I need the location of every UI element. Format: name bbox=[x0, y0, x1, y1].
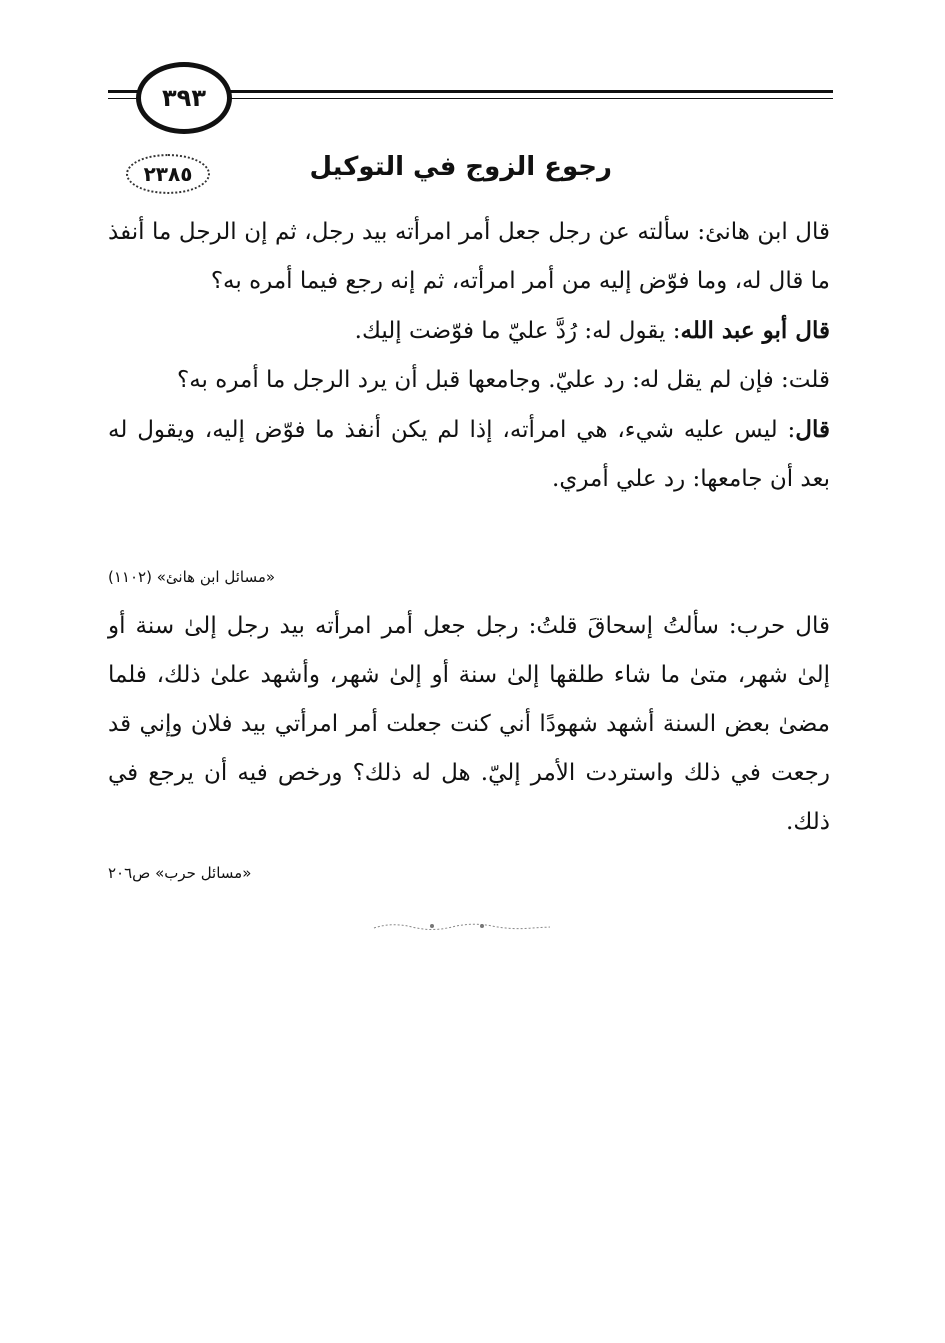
section-number: ٢٣٨٥ bbox=[143, 162, 193, 186]
answer-text: : ليس عليه شيء، هي امرأته، إذا لم يكن أنفذ ما فوّض إليه، ويقول له بعد أن جامعها: رد علي أمري. bbox=[108, 417, 830, 492]
paragraph-question-2: قلت: فإن لم يقل له: رد عليّ. وجامعها قبل أن يرد الرجل ما أمره به؟ bbox=[177, 367, 830, 393]
section-number-badge bbox=[126, 154, 210, 194]
section-title: رجوع الزوج في التوكيل bbox=[309, 152, 612, 182]
paragraph-answer-2 bbox=[108, 405, 830, 504]
page-number: ٣٩٣ bbox=[136, 62, 232, 134]
ornament-frame-icon bbox=[126, 154, 210, 194]
text-block-1 bbox=[108, 208, 830, 504]
text-block-2 bbox=[108, 602, 830, 847]
source-citation-2: «مسائل حرب» ص٢٠٦ bbox=[108, 864, 252, 882]
speaker-label: قال bbox=[795, 416, 830, 443]
ornamental-divider-icon bbox=[372, 920, 552, 934]
speaker-label: قال أبو عبد الله bbox=[680, 317, 830, 344]
paragraph-answer-1 bbox=[108, 306, 830, 356]
paragraph-harb: قال حرب: سألتُ إسحاقَ قلتُ: رجل جعل أمر امرأته بيد رجل إلىٰ سنة أو إلىٰ شهر، متىٰ ما شاء طلقها إلىٰ سنة أو إلىٰ شهر، وأشهد علىٰ ذلك، فلما مضىٰ بعض السنة أشهد شهودًا أني كنت جعلت أمر امرأتي بيد فلان وإني قد رجعت في ذلك واستردت الأمر إليّ. هل له ذلك؟ ورخص فيه أن يرجع في ذلك. bbox=[108, 613, 830, 835]
section-heading bbox=[108, 150, 838, 198]
paragraph-intro: قال ابن هانئ: سألته عن رجل جعل أمر امرأته بيد رجل، ثم إن الرجل ما أنفذ ما قال له، وما فوّض إليه من أمر امرأته، ثم إنه رجع فيما أمره به؟ bbox=[108, 219, 830, 294]
page-header bbox=[108, 62, 833, 142]
source-citation-1: «مسائل ابن هانئ» (١١٠٢) bbox=[108, 568, 276, 586]
answer-text: : يقول له: رُدَّ عليّ ما فوّضت إليك. bbox=[354, 318, 681, 344]
